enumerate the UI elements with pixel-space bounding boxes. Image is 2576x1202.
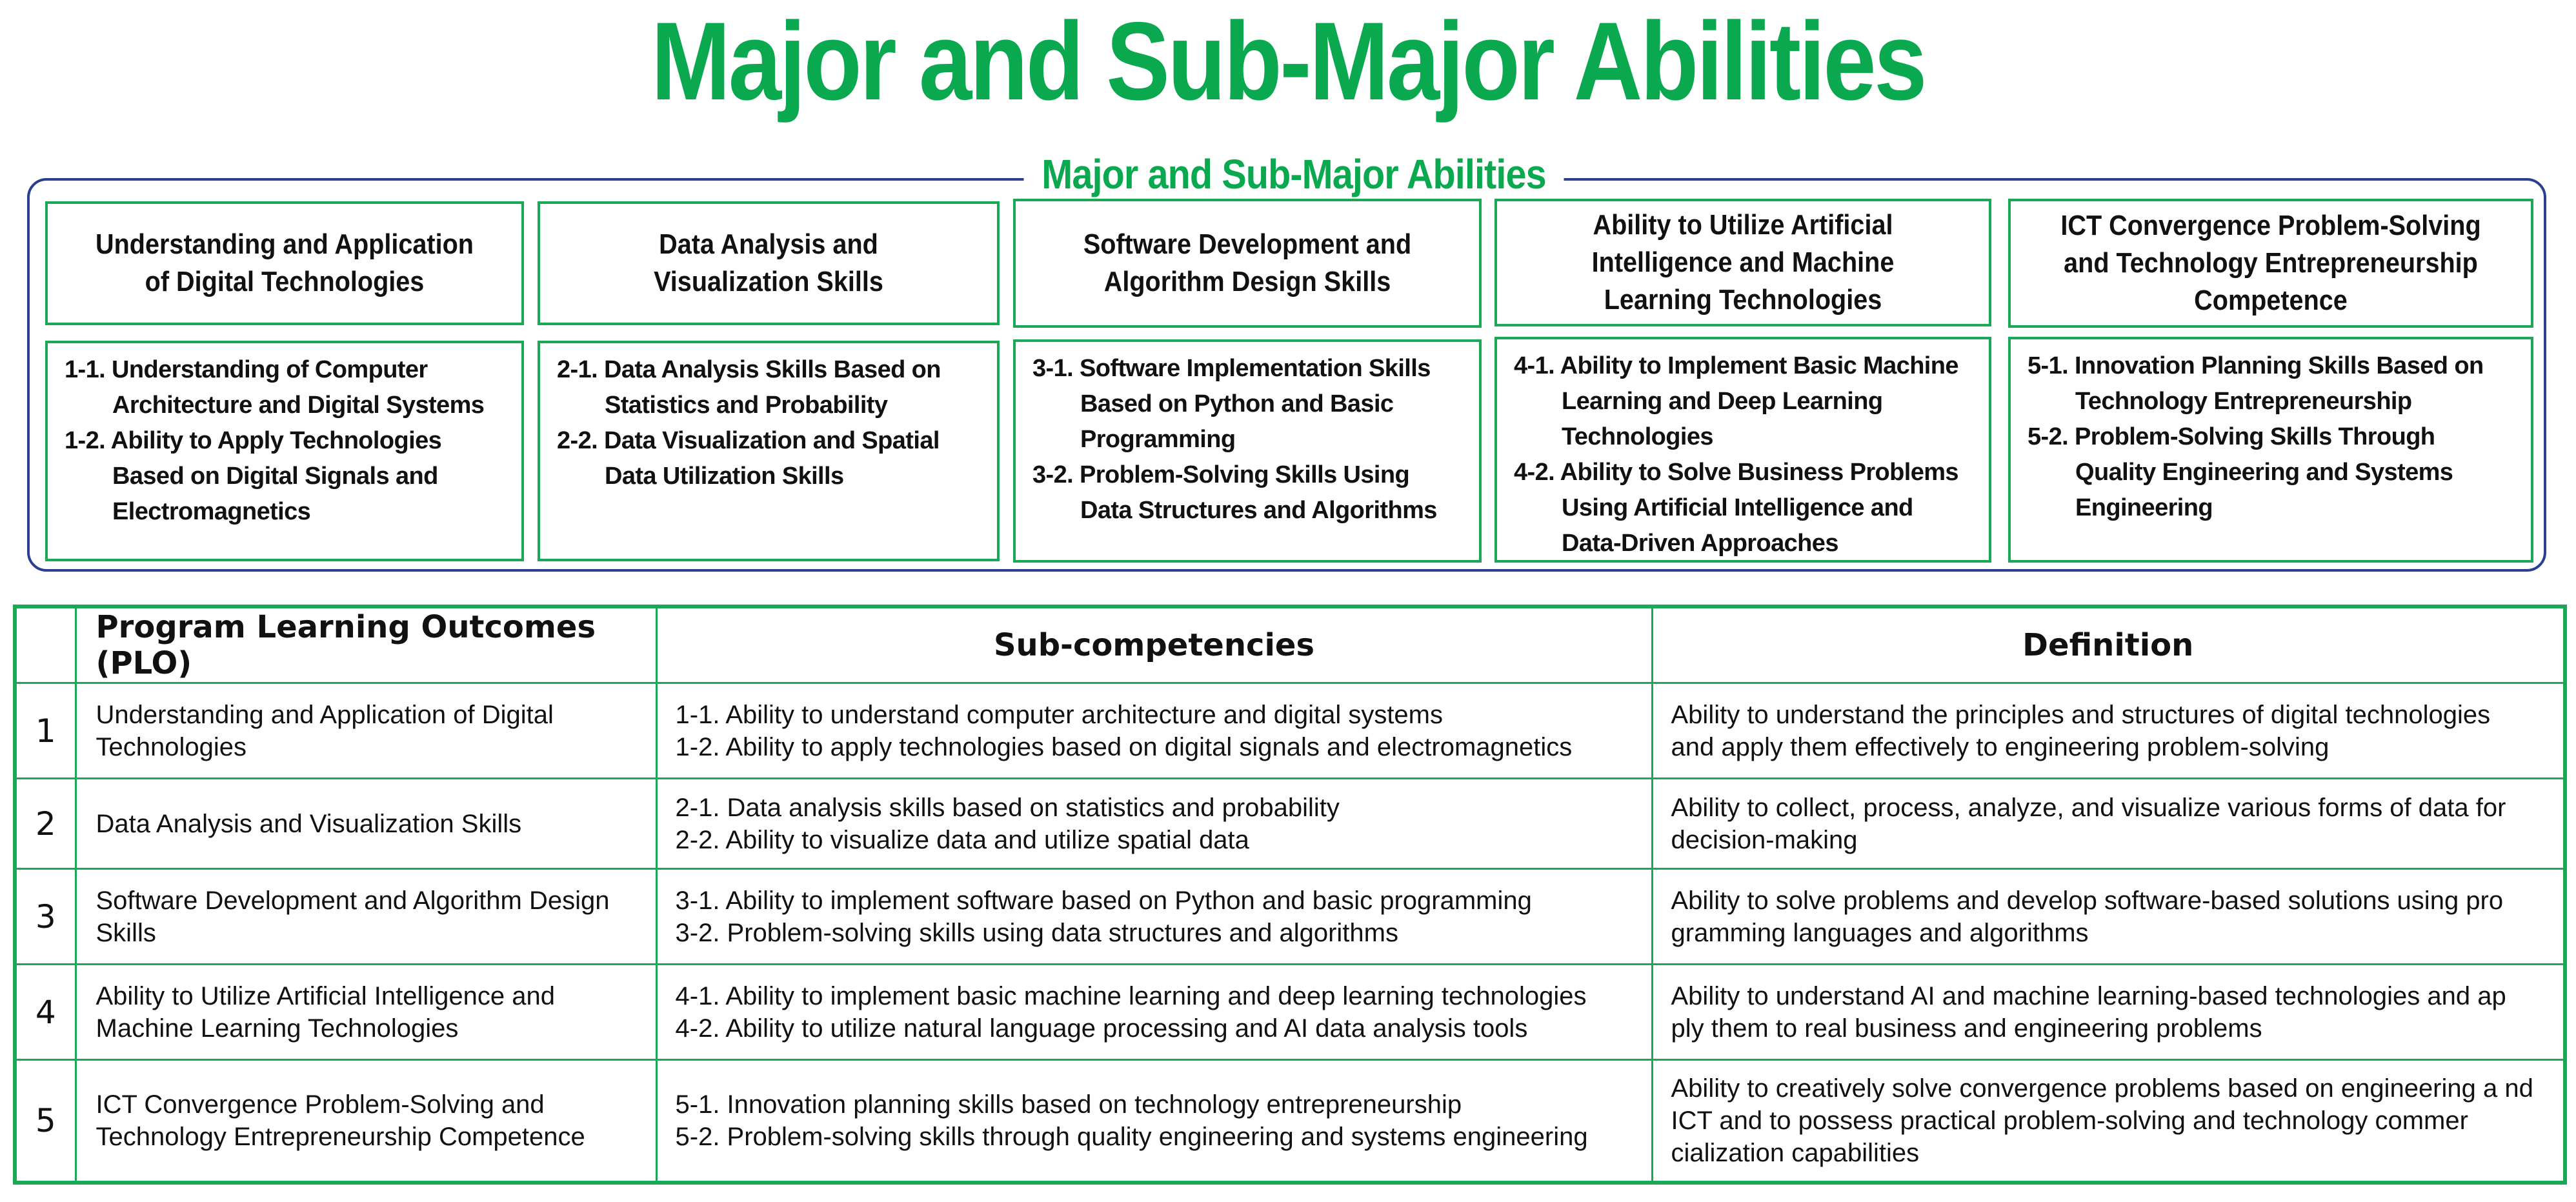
row-sub-item: 5-2. Problem-solving skills through quality engineering and systems engineering <box>675 1122 1588 1151</box>
ability-4-sub-1: 4-1. Ability to Implement Basic Machine Learning and Deep Learning Technologies <box>1514 352 1958 450</box>
row-sub-item: 4-2. Ability to utilize natural language processing and AI data analysis tools <box>675 1014 1528 1043</box>
row-definition: Ability to solve problems and develop software-based solutions using pro gramming languages and algorithms <box>1652 869 2565 965</box>
ability-1-title: Understanding and Application of Digital Technologies <box>45 201 524 325</box>
ability-1-subs <box>45 341 524 561</box>
row-subs <box>656 779 1652 869</box>
ability-3-sub-1: 3-1. Software Implementation Skills Based on Python and Basic Programming <box>1032 355 1431 453</box>
ability-5-sub-2: 5-2. Problem-Solving Skills Through Quality Engineering and Systems Engineering <box>2028 423 2453 521</box>
abilities-frame-heading: Major and Sub-Major Abilities <box>1024 148 1564 200</box>
row-definition: Ability to creatively solve convergence problems based on engineering a nd ICT and to possess practical problem-solving and technology commer cialization capabilities <box>1652 1060 2565 1183</box>
ability-2-subs <box>538 341 1000 561</box>
ability-2-title: Data Analysis and Visualization Skills <box>538 201 1000 325</box>
main-title: Major and Sub-Major Abilities <box>650 0 1925 123</box>
plo-table <box>13 605 2567 1185</box>
table-row <box>15 779 2565 869</box>
table-header-row <box>15 606 2565 683</box>
ability-1-sub-2: 1-2. Ability to Apply Technologies Based on Digital Signals and Electromagnetics <box>65 427 442 525</box>
row-sub-item: 5-1. Innovation planning skills based on technology entrepreneurship <box>675 1090 1462 1119</box>
ability-2-sub-1: 2-1. Data Analysis Skills Based on Statistics and Probability <box>557 356 941 419</box>
ability-2-sub-2: 2-2. Data Visualization and Spatial Data Utilization Skills <box>557 427 940 490</box>
row-number: 3 <box>15 869 75 965</box>
ability-4-title: Ability to Utilize Artificial Intelligence and Machine Learning Technologies <box>1494 199 1991 326</box>
header-plo: Program Learning Outcomes (PLO) <box>75 606 656 683</box>
ability-5-subs <box>2008 337 2533 563</box>
table-row <box>15 869 2565 965</box>
ability-3-sub-2: 3-2. Problem-Solving Skills Using Data Structures and Algorithms <box>1032 461 1437 524</box>
row-number: 1 <box>15 683 75 779</box>
header-definition: Definition <box>1652 606 2565 683</box>
ability-3-subs <box>1013 339 1482 563</box>
row-plo: ICT Convergence Problem-Solving and Technology Entrepreneurship Competence <box>75 1060 656 1183</box>
row-definition: Ability to understand AI and machine learning-based technologies and ap ply them to real business and engineering problems <box>1652 965 2565 1060</box>
table-row <box>15 683 2565 779</box>
ability-4-subs <box>1494 337 1991 563</box>
row-sub-item: 4-1. Ability to implement basic machine learning and deep learning technologies <box>675 981 1587 1010</box>
table-row <box>15 1060 2565 1183</box>
row-plo: Ability to Utilize Artificial Intelligence and Machine Learning Technologies <box>75 965 656 1060</box>
row-plo: Data Analysis and Visualization Skills <box>75 779 656 869</box>
row-subs <box>656 869 1652 965</box>
row-definition: Ability to understand the principles and structures of digital technologies and apply them effectively to engineering problem-solving <box>1652 683 2565 779</box>
row-sub-item: 1-2. Ability to apply technologies based on digital signals and electromagnetics <box>675 732 1573 761</box>
row-plo: Understanding and Application of Digital Technologies <box>75 683 656 779</box>
row-subs <box>656 965 1652 1060</box>
row-subs <box>656 1060 1652 1183</box>
header-number <box>15 606 75 683</box>
ability-5-title: ICT Convergence Problem-Solving and Technology Entrepreneurship Competence <box>2008 199 2533 328</box>
row-number: 5 <box>15 1060 75 1183</box>
ability-1-sub-1: 1-1. Understanding of Computer Architecture and Digital Systems <box>65 356 485 419</box>
table-row <box>15 965 2565 1060</box>
header-sub-competencies: Sub-competencies <box>656 606 1652 683</box>
ability-5-sub-1: 5-1. Innovation Planning Skills Based on Technology Entrepreneurship <box>2028 352 2484 415</box>
row-number: 4 <box>15 965 75 1060</box>
row-definition: Ability to collect, process, analyze, and visualize various forms of data for decision-making <box>1652 779 2565 869</box>
ability-4-sub-2: 4-2. Ability to Solve Business Problems Using Artificial Intelligence and Data-Driven Approaches <box>1514 459 1958 557</box>
row-sub-item: 2-1. Data analysis skills based on statistics and probability <box>675 793 1340 822</box>
ability-3-title: Software Development and Algorithm Design Skills <box>1013 199 1482 328</box>
row-number: 2 <box>15 779 75 869</box>
row-sub-item: 1-1. Ability to understand computer architecture and digital systems <box>675 700 1443 729</box>
row-sub-item: 3-1. Ability to implement software based on Python and basic programming <box>675 886 1532 915</box>
row-plo: Software Development and Algorithm Design Skills <box>75 869 656 965</box>
row-sub-item: 3-2. Problem-solving skills using data structures and algorithms <box>675 918 1398 947</box>
row-sub-item: 2-2. Ability to visualize data and utilize spatial data <box>675 825 1249 854</box>
row-subs <box>656 683 1652 779</box>
